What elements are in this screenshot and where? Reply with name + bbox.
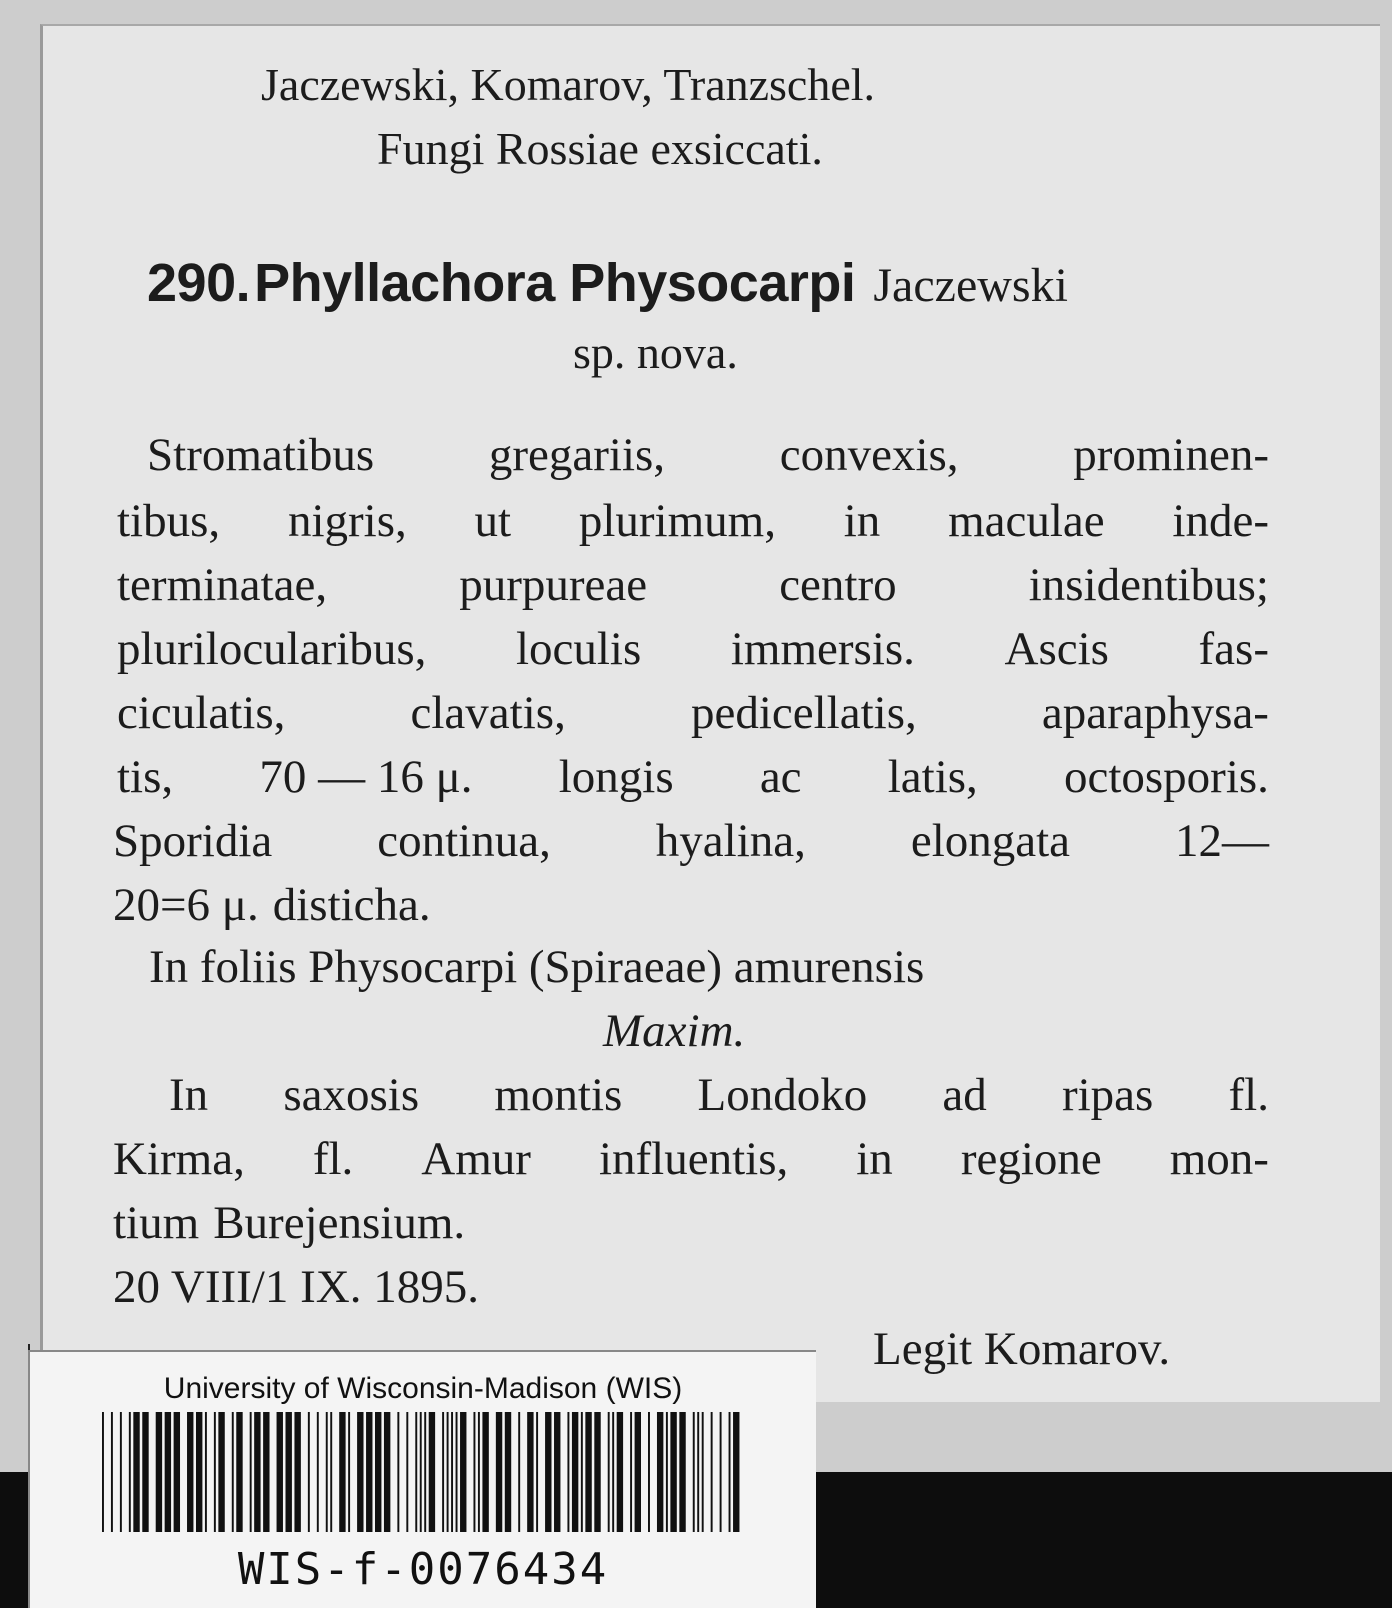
collector: Legit Komarov. bbox=[873, 1323, 1171, 1375]
barcode-bar bbox=[733, 1412, 739, 1532]
barcode-bar bbox=[567, 1412, 569, 1532]
barcode-bar bbox=[473, 1412, 475, 1532]
barcode-bar bbox=[348, 1412, 350, 1532]
barcode-bar bbox=[254, 1412, 260, 1532]
host-plant: In foliis Physocarpi (Spiraeae) amurensis bbox=[149, 941, 925, 993]
barcode-bar bbox=[594, 1412, 600, 1532]
barcode-bar bbox=[236, 1412, 242, 1532]
barcode-bar bbox=[545, 1412, 551, 1532]
locality-line: In saxosis montis Londoko ad ripas fl. bbox=[169, 1069, 1269, 1121]
barcode-bar bbox=[174, 1412, 180, 1532]
barcode-bar bbox=[120, 1412, 122, 1532]
barcode-bar bbox=[505, 1412, 511, 1532]
barcode-bar bbox=[330, 1412, 332, 1532]
barcode-bar bbox=[554, 1412, 560, 1532]
exsiccata-number: 290. bbox=[147, 253, 251, 313]
barcode-bar bbox=[317, 1412, 319, 1532]
barcode-bar bbox=[670, 1412, 676, 1532]
description-line: Stromatibus gregariis, convexis, prominen- bbox=[147, 429, 1269, 481]
barcode-bar bbox=[129, 1412, 131, 1532]
barcode bbox=[102, 1412, 742, 1532]
barcode-bar bbox=[406, 1412, 408, 1532]
description-line: terminatae, purpureae centro insidentibus; bbox=[117, 559, 1269, 611]
barcode-bar bbox=[165, 1412, 171, 1532]
description-line: 20=6 μ. disticha. bbox=[113, 879, 431, 931]
locality-line: Kirma, fl. Amur influentis, in regione mon- bbox=[113, 1133, 1269, 1185]
barcode-bar bbox=[478, 1412, 480, 1532]
barcode-bar bbox=[442, 1412, 444, 1532]
label-header-authors: Jaczewski, Komarov, Tranzschel. bbox=[261, 59, 876, 110]
barcode-bar bbox=[277, 1412, 283, 1532]
label-title-row bbox=[147, 252, 1068, 314]
barcode-bar bbox=[702, 1412, 704, 1532]
description-line: tibus, nigris, ut plurimum, in maculae inde- bbox=[117, 495, 1269, 547]
barcode-bar bbox=[424, 1412, 426, 1532]
barcode-bar bbox=[294, 1412, 300, 1532]
barcode-bar bbox=[102, 1412, 104, 1532]
barcode-bar bbox=[482, 1412, 488, 1532]
barcode-bar bbox=[456, 1412, 458, 1532]
barcode-bar bbox=[286, 1412, 292, 1532]
barcode-bar bbox=[657, 1412, 663, 1532]
barcode-bar bbox=[527, 1412, 533, 1532]
barcode-bar bbox=[666, 1412, 668, 1532]
barcode-bar bbox=[384, 1412, 390, 1532]
specimen-label bbox=[40, 24, 1380, 1402]
barcode-bar bbox=[429, 1412, 435, 1532]
barcode-bar bbox=[214, 1412, 216, 1532]
barcode-bar bbox=[375, 1412, 381, 1532]
barcode-bar bbox=[263, 1412, 269, 1532]
barcode-bar bbox=[608, 1412, 610, 1532]
institution-name: University of Wisconsin-Madison (WIS) bbox=[163, 1372, 683, 1405]
label-header-series: Fungi Rossiae exsiccati. bbox=[377, 123, 823, 174]
barcode-bar bbox=[536, 1412, 538, 1532]
host-authority: Maxim. bbox=[603, 1005, 746, 1057]
barcode-bar bbox=[111, 1412, 113, 1532]
barcode-bar bbox=[250, 1412, 252, 1532]
description-line: Sporidia continua, hyalina, elongata 12— bbox=[113, 815, 1269, 867]
collection-date: 20 VIII/1 IX. 1895. bbox=[113, 1261, 479, 1313]
barcode-bar bbox=[232, 1412, 234, 1532]
barcode-bar bbox=[720, 1412, 722, 1532]
barcode-bar bbox=[218, 1412, 224, 1532]
barcode-bar bbox=[729, 1412, 731, 1532]
species-author: Jaczewski bbox=[873, 259, 1068, 312]
barcode-bar bbox=[679, 1412, 685, 1532]
barcode-bar bbox=[518, 1412, 520, 1532]
barcode-bar bbox=[572, 1412, 578, 1532]
barcode-bar bbox=[635, 1412, 641, 1532]
barcode-bar bbox=[339, 1412, 345, 1532]
description-line: tis, 70 — 16 μ. longis ac latis, octosporis. bbox=[117, 751, 1269, 803]
barcode-bar bbox=[366, 1412, 372, 1532]
barcode-bar bbox=[451, 1412, 453, 1532]
barcode-bar bbox=[326, 1412, 328, 1532]
barcode-bar bbox=[612, 1412, 614, 1532]
barcode-bar bbox=[415, 1412, 417, 1532]
barcode-bar bbox=[308, 1412, 310, 1532]
barcode-bar bbox=[357, 1412, 363, 1532]
description-line: plurilocularibus, loculis immersis. Ascis fas- bbox=[117, 623, 1269, 675]
barcode-bar bbox=[133, 1412, 139, 1532]
barcode-label bbox=[28, 1350, 816, 1608]
barcode-bar bbox=[693, 1412, 695, 1532]
barcode-bar bbox=[460, 1412, 466, 1532]
barcode-bar bbox=[581, 1412, 583, 1532]
barcode-bar bbox=[196, 1412, 202, 1532]
barcode-bar bbox=[496, 1412, 502, 1532]
catalog-number: WIS-f-0076434 bbox=[237, 1544, 609, 1595]
barcode-bar bbox=[585, 1412, 591, 1532]
barcode-bar bbox=[187, 1412, 193, 1532]
barcode-bar bbox=[617, 1412, 623, 1532]
barcode-bar bbox=[630, 1412, 632, 1532]
barcode-bar bbox=[156, 1412, 162, 1532]
barcode-bar bbox=[205, 1412, 207, 1532]
barcode-bar bbox=[711, 1412, 713, 1532]
barcode-bar bbox=[420, 1412, 422, 1532]
barcode-bar bbox=[142, 1412, 148, 1532]
barcode-bar bbox=[697, 1412, 699, 1532]
description-line: ciculatis, clavatis, pedicellatis, aparaphysa- bbox=[117, 687, 1269, 739]
species-status: sp. nova. bbox=[573, 327, 738, 378]
locality-line: tium Burejensium. bbox=[113, 1197, 466, 1249]
barcode-bar bbox=[397, 1412, 399, 1532]
barcode-bar bbox=[447, 1412, 449, 1532]
barcode-bar bbox=[648, 1412, 650, 1532]
species-name: Phyllachora Physocarpi bbox=[254, 253, 856, 313]
